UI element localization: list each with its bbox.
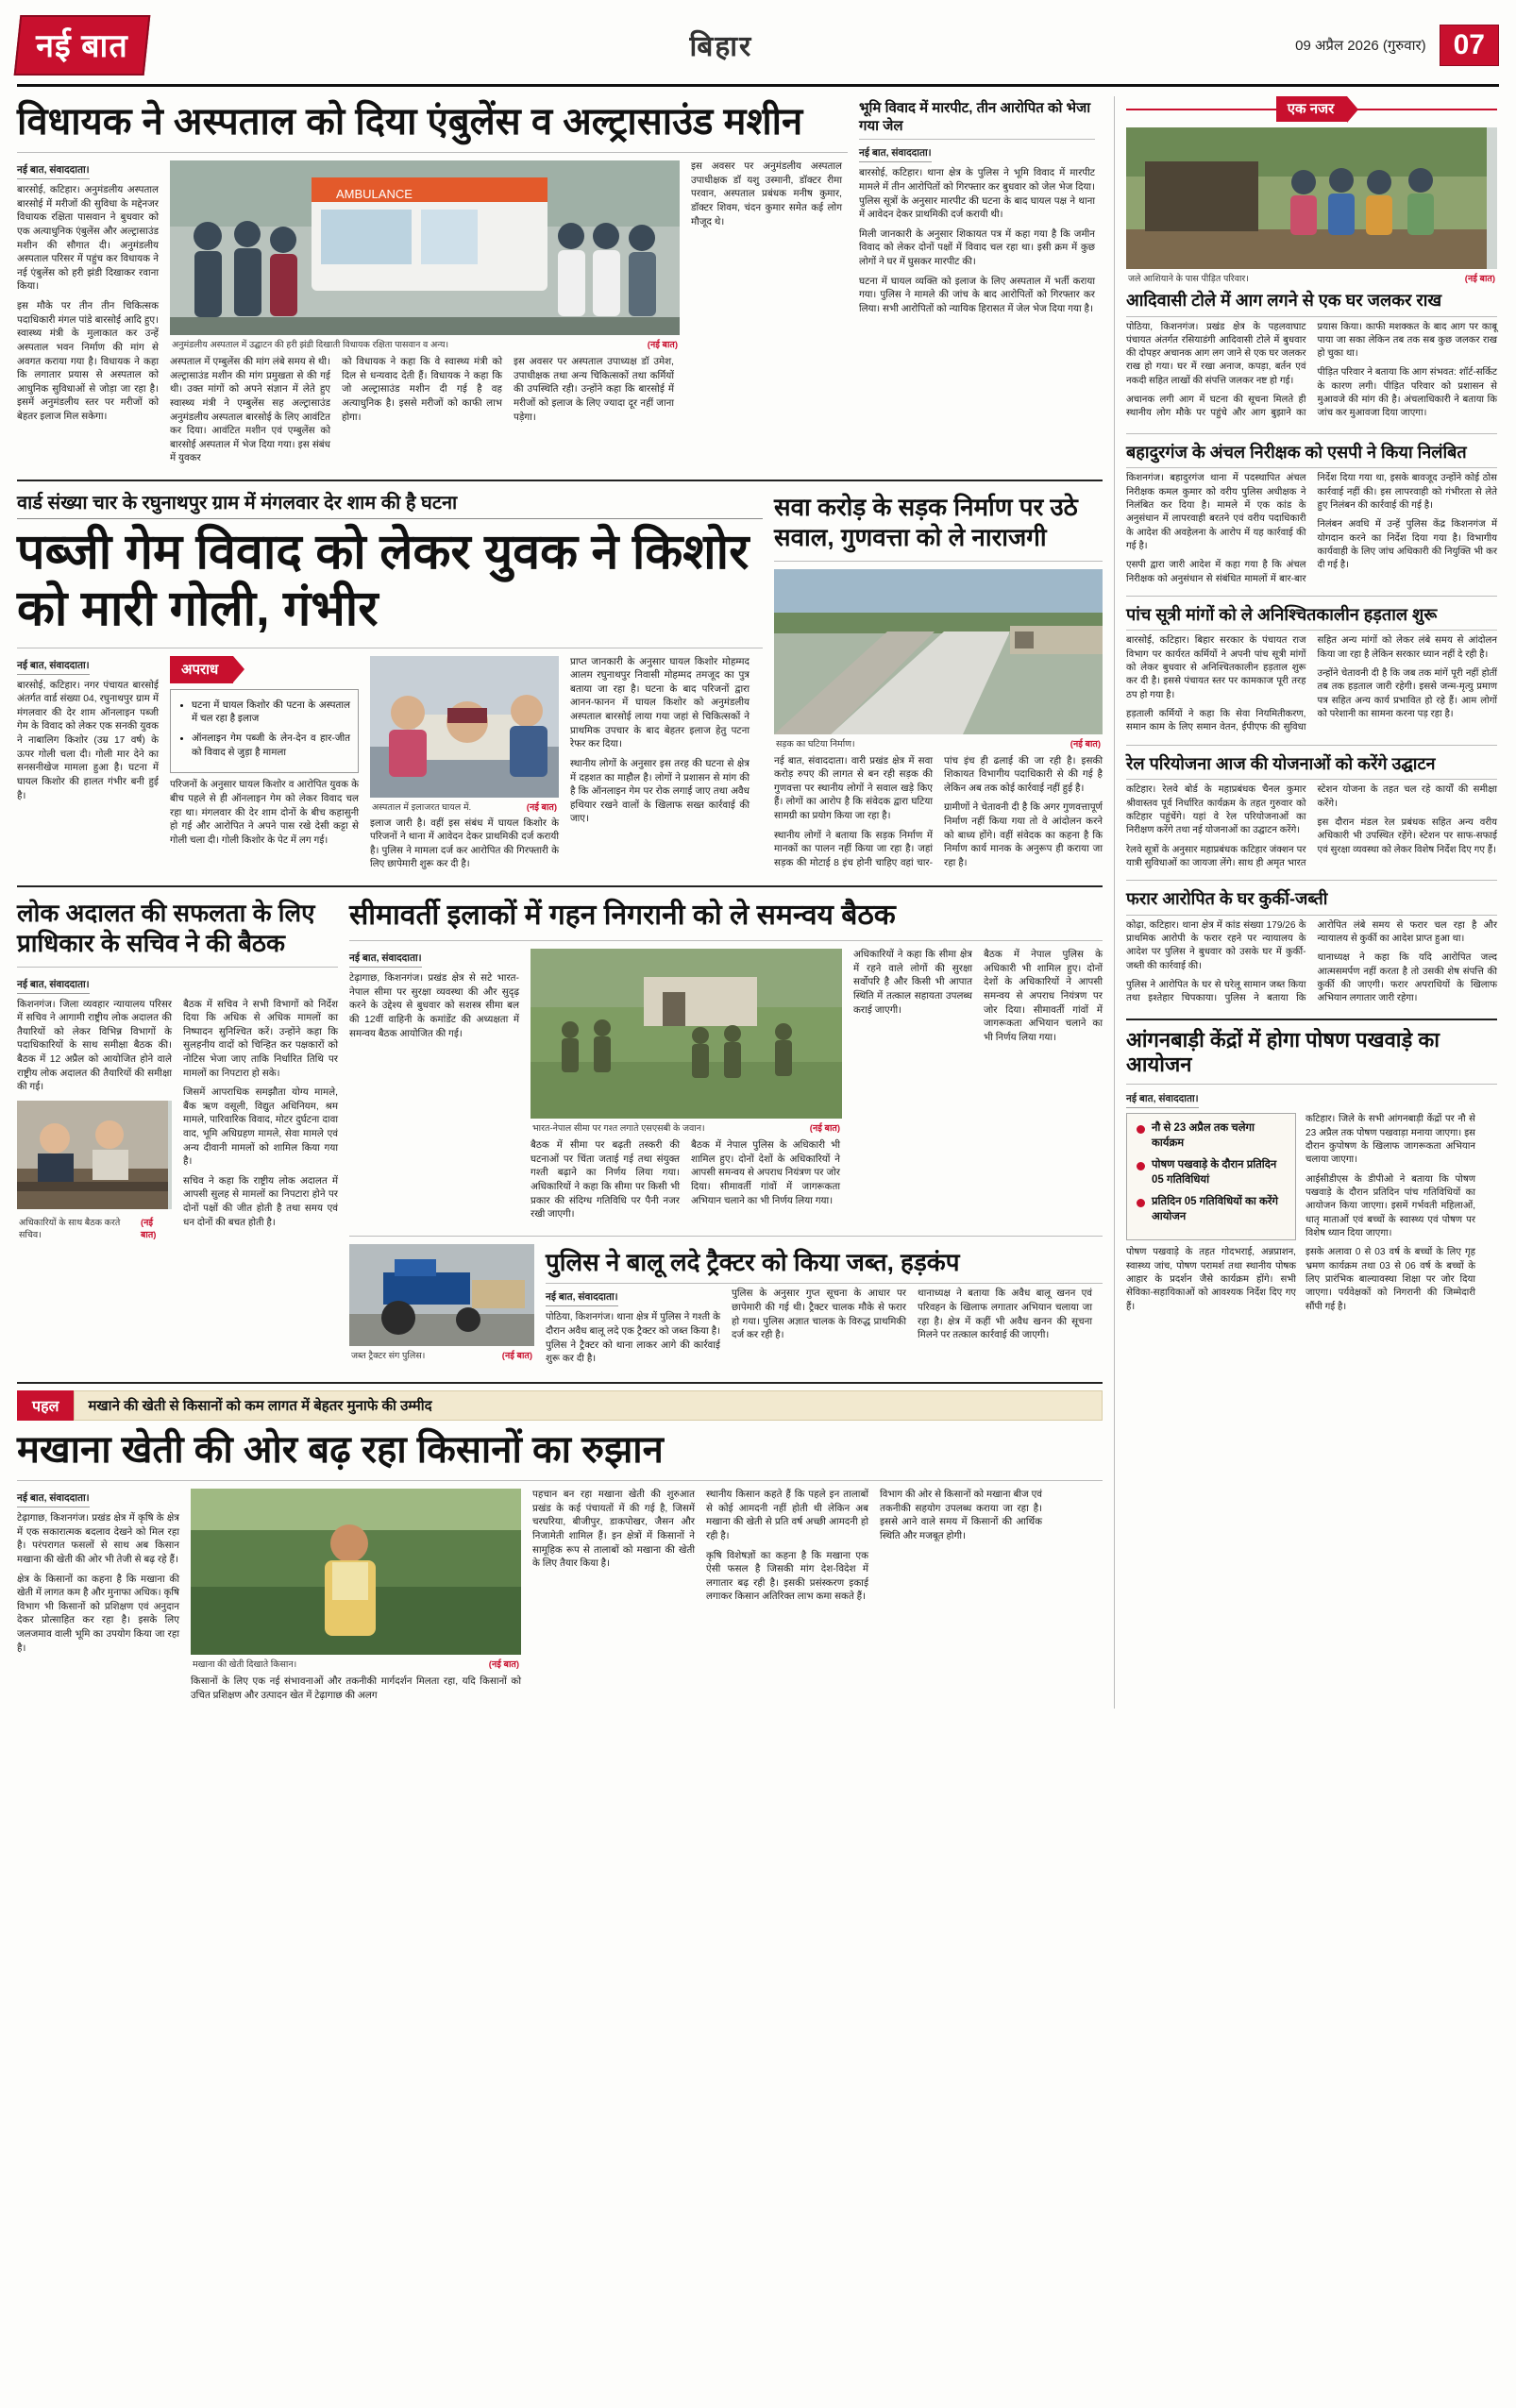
tractor-para-2: थानाध्यक्ष ने बताया कि अवैध बालू खनन एवं परिवहन के खिलाफ लगातार अभियान चलाया जा रहा है। क्षेत्र में कहीं भी अवैध खनन की सूचना मिलने पर तत्काल कार्रवाई की जाएगी।: [918, 1288, 1092, 1341]
makhana-story: [17, 1428, 1103, 1709]
lead-photo-caption-row: [170, 335, 680, 350]
makhana-photo-credit: (नई बात): [488, 1659, 519, 1671]
makhana-strip-text: मखाने की खेती से किसानों को कम लागत में बेहतर मुनाफे की उम्मीद: [74, 1390, 1103, 1421]
right-item-fire: [1126, 127, 1497, 424]
pubg-photo-image: [370, 656, 559, 798]
makhana-strip: [17, 1382, 1103, 1421]
border-para-2: बैठक में नेपाल पुलिस के अधिकारी भी शामिल हुए। दोनों देशों के अधिकारियों ने आपसी समन्वय से अपराध नियंत्रण पर जोर दिया। सीमावर्ती गांवों में जागरूकता अभियान चलाने का भी निर्णय लिया गया।: [691, 1140, 840, 1206]
lok-adalat-caption-row: [17, 1213, 172, 1240]
lok-adalat-photo-image: [17, 1101, 168, 1209]
makhana-photo-image: [191, 1489, 521, 1655]
rail-para-2: इस दौरान मंडल रेल प्रबंधक सहित अन्य वरीय अधिकारी भी उपस्थित रहेंगे। स्टेशन पर साफ-सफाई एवं सुरक्षा व्यवस्था को लेकर विशेष निर्देश दिए गए हैं।: [1317, 817, 1497, 855]
anganwadi-para-0: कटिहार। जिले के सभी आंगनबाड़ी केंद्रों पर नौ से 23 अप्रैल तक पोषण पखवाड़ा मनाया जाएगा। इस दौरान कुपोषण के खिलाफ जागरूकता अभियान चलाया जाएगा।: [1305, 1114, 1475, 1166]
lead-para-0: बारसोई, कटिहार। अनुमंडलीय अस्पताल बारसोई में मरीजों की सुविधा के मद्देनजर विधायक रक्षिता पासवान ने बुधवार को एक अत्याधुनिक एंबुलेंस और अल्ट्रासाउंड मशीन की सौगात दी। अनुमंडलीय अस्पताल परिसर में पहुंच कर विधायक ने नई एंबुलेंस को हरी झंडी दिखाकर रवाना किया।: [17, 185, 159, 293]
fire-photo: [1126, 127, 1497, 269]
border-byline: नई बात, संवाददाता।: [349, 951, 422, 968]
note-item: [1137, 1121, 1286, 1151]
pubg-headline: पब्जी गेम विवाद को लेकर युवक ने किशोर को मारी गोली, गंभीर: [17, 525, 750, 636]
masthead-right: [1295, 25, 1499, 66]
anganwadi-story: [1126, 1028, 1497, 1320]
pubg-byline: नई बात, संवाददाता।: [17, 659, 90, 675]
border-para-0: टेढ़ागाछ, किशनगंज। प्रखंड क्षेत्र से सटे भारत-नेपाल सीमा पर सुरक्षा व्यवस्था की और सुदृढ़ करने के उद्देश्य से बुधवार को सशस्त्र सीमा बल की 12वीं वाहिनी के कमांडेंट की अध्यक्षता में समन्वय बैठक आयोजित की गई।: [349, 973, 519, 1039]
note-item: [1137, 1195, 1286, 1224]
rail-para-1: रेलवे सूत्रों के अनुसार महाप्रबंधक कटिहार जंक्शन पर यात्री सुविधाओं का जायजा लेंगे। साथ ही अमृत भारत स्टेशन योजना के तहत चल रहे कार्यों की समीक्षा करेंगे।: [1126, 784, 1497, 868]
pahal-tag: पहल: [17, 1390, 74, 1421]
rail-para-0: कटिहार। रेलवे बोर्ड के महाप्रबंधक चैनल कुमार श्रीवास्तव पूर्व निर्धारित कार्यक्रम के तहत गुरुवार को कटिहार पहुंचेंगे। यहां वे रेल परियोजनाओं का निरीक्षण करेंगे तथा नई योजनाओं का उद्घाटन करेंगे।: [1126, 784, 1306, 836]
anganwadi-para-1: आईसीडीएस के डीपीओ ने बताया कि पोषण पखवाड़े के दौरान प्रतिदिन पांच गतिविधियों का आयोजन किया जाएगा। इसमें गर्भवती महिलाओं, धातृ माताओं एवं बच्चों के स्वास्थ्य एवं पोषण पर विशेष ध्यान दिया जाएगा।: [1305, 1173, 1475, 1238]
tractor-byline: नई बात, संवाददाता।: [546, 1290, 618, 1306]
road-para-1: स्थानीय लोगों ने बताया कि सड़क निर्माण में मानकों का पालन नहीं किया जा रहा है। जहां सड़क की मोटाई 8 इंच होनी चाहिए वहां चार-पांच इंच ही ढलाई की जा रही है। इसकी शिकायत विभागीय पदाधिकारी से की गई है लेकिन अब तक कोई कार्रवाई नहीं हुई है।: [774, 755, 1103, 868]
sub-story-1-para-0: बारसोई, कटिहार। थाना क्षेत्र के पुलिस ने भूमि विवाद में मारपीट मामले में तीन आरोपितों को गिरफ्तार कर बुधवार को जेल भेज दिया। पुलिस सूत्रों के अनुसार मारपीट की घटना के बाद घायल पक्ष ने थाना में आवेदन देकर प्राथमिकी दर्ज करायी थी।: [859, 168, 1095, 221]
lead-para-4: इस अवसर पर अस्पताल उपाध्यक्ष डॉ उमेश, उपाधीक्षक तथा अन्य चिकित्सकों तथा कर्मियों की उपस्थिति रही। उन्होंने कहा कि बारसोई में मरीजों को इलाज के लिए ज्यादा दूर नहीं जाना पड़ेगा।: [514, 357, 674, 423]
lok-adalat-photo-credit: (नई बात): [140, 1217, 157, 1240]
border-photo-image: [531, 949, 842, 1119]
kurki-para-0: कोढ़ा, कटिहार। थाना क्षेत्र में कांड संख्या 179/26 के प्राथमिक आरोपी के फरार रहने पर न्यायालय के आदेश पर पुलिस ने बुधवार को उसके घर में कुर्की-जब्ती की कार्रवाई की।: [1126, 919, 1306, 971]
anganwadi-para-3: इसके अलावा 0 से 03 वर्ष के बच्चों के लिए गृह भ्रमण कार्यक्रम तथा 03 से 06 वर्ष के बच्चों के लिए प्रारंभिक बाल्यावस्था शिक्षा पर जोर दिया जाएगा। पर्यवेक्षकों को निगरानी की जिम्मेदारी सौंपी गई है।: [1305, 1247, 1475, 1312]
anganwadi-byline: नई बात, संवाददाता।: [1126, 1092, 1199, 1108]
pubg-para-2: परिजनों के अनुसार घायल किशोर व आरोपित युवक के बीच पहले से ही ऑनलाइन गेम को लेकर विवाद चल रहा था। मंगलवार की देर शाम दोनों के बीच कहासुनी हो गई और आरोपित ने अपने पास रखे देसी कट्टा से गोली चला दी। गोली किशोर के पेट में लग गई।: [170, 780, 359, 846]
second-block: [17, 489, 1103, 878]
road-headline: सवा करोड़ के सड़क निर्माण पर उठे सवाल, गुणवत्ता को ले नाराजगी: [774, 493, 1078, 551]
rail-headline: रेल परियोजना आज की योजनाओं को करेंगे उद्घाटन: [1126, 753, 1436, 773]
tractor-para-1: पुलिस के अनुसार गुप्त सूचना के आधार पर छापेमारी की गई थी। ट्रैक्टर चालक मौके से फरार हो गया। पुलिस अज्ञात चालक के विरुद्ध प्राथमिकी दर्ज कर रही है।: [732, 1288, 906, 1341]
pubg-bullet-1: • ऑनलाइन गेम पब्जी के लेन-देन व हार-जीत को विवाद से जुड़ा है मामला: [192, 733, 350, 760]
pubg-photo-credit: (नई बात): [526, 801, 557, 813]
publication-date: 09 अप्रैल 2026 (गुरुवार): [1295, 37, 1426, 54]
tractor-para-0: पोठिया, किशनगंज। थाना क्षेत्र में पुलिस ने गश्ती के दौरान अवैध बालू लदे एक ट्रैक्टर को जब्त किया है। पुलिस ने ट्रैक्टर को थाना लाकर आगे की कार्रवाई शुरू कर दी है।: [546, 1312, 720, 1365]
lead-para-5: इस अवसर पर अनुमंडलीय अस्पताल उपाधीक्षक डॉ यशु उस्मानी, डॉक्टर रीमा परवान, अस्पताल प्रबंधक मनीष कुमार, डॉक्टर शिवम, चंदन कुमार समेत कई लोग मौजूद थे।: [691, 161, 842, 227]
road-photo-credit: (नई बात): [1070, 738, 1101, 749]
lok-adalat-para-3: सचिव ने कहा कि राष्ट्रीय लोक अदालत में आपसी सुलह से मामलों का निपटारा होने पर दोनों पक्षों की जीत होती है तथा समय एवं धन दोनों की बचत होती है।: [183, 1175, 338, 1228]
ek-nazar-bar: [1126, 96, 1497, 122]
sub-story-land-dispute: [859, 96, 1095, 472]
anganwadi-note-2: प्रतिदिन 05 गतिविधियों का करेंगे आयोजन: [1152, 1196, 1279, 1222]
fire-para-2: पीड़ित परिवार ने बताया कि आग संभवत: शॉर्ट-सर्किट के कारण लगी। पीड़ित परिवार को प्रशासन से मुआवजे की मांग की है। अंचलाधिकारी ने बताया कि जांच कर मुआवजा दिया जाएगा।: [1317, 367, 1497, 419]
lok-adalat-photo: [17, 1101, 172, 1209]
bullet-dot-icon: [1137, 1162, 1145, 1170]
makhana-para-0: टेढ़ागाछ, किशनगंज। प्रखंड क्षेत्र में कृषि के क्षेत्र में एक सकारात्मक बदलाव देखने को मिल रहा है। परंपरागत फसलों से साथ अब किसान मखाना की खेती की ओर भी तेजी से बढ़ रहे हैं।: [17, 1513, 179, 1565]
lead-para-2: अस्पताल में एम्बुलेंस की मांग लंबे समय से थी। अल्ट्रासाउंड मशीन की मांग प्रमुखता से की गई थी। उक्त मांगों को अपने संज्ञान में लेते हुए स्वास्थ्य मंत्री ने एम्बुलेंस सह अल्ट्रासाउंड अनुमंडलीय अस्पताल बारसोई के लिए आवंटित कर दिया। आवंटित मशीन एवं एम्बुलेंस को बारसोई अस्पताल में भेज दिया गया। इस संबंध में युवकर: [170, 357, 330, 464]
border-story: [349, 895, 1103, 1372]
fire-headline: आदिवासी टोले में आग लगने से एक घर जलकर राख: [1126, 291, 1442, 310]
road-photo-image: [774, 569, 1103, 734]
lead-photo-caption: अनुमंडलीय अस्पताल में उद्घाटन की हरी झंडी दिखाती विधायक रक्षिता पासवान व अन्य।: [172, 340, 449, 351]
page-number: 07: [1440, 25, 1499, 66]
makhana-byline: नई बात, संवाददाता।: [17, 1491, 90, 1507]
anganwadi-notes: [1126, 1113, 1296, 1240]
pubg-para-5: स्थानीय लोगों के अनुसार इस तरह की घटना से क्षेत्र में दहशत का माहौल है। लोगों ने प्रशासन से मांग की है कि ऑनलाइन गेम पर रोक लगाई जाए तथा अवैध हथियार रखने वालों के खिलाफ सख्त कार्रवाई की जाए।: [570, 758, 750, 825]
sub-story-1-para-2: घटना में घायल व्यक्ति को इलाज के लिए अस्पताल में भर्ती कराया गया। पुलिस ने मामले की जांच के बाद आरोपितों को गिरफ्तार कर लिया। सभी आरोपितों को न्यायिक हिरासत में जेल भेज दिया गया है।: [859, 276, 1095, 314]
strike-headline: पांच सूत्री मांगों को ले अनिश्चितकालीन हड़ताल शुरू: [1126, 604, 1438, 624]
pubg-photo: [370, 656, 559, 798]
tractor-story: [349, 1244, 1103, 1372]
border-headline: सीमावर्ती इलाकों में गहन निगरानी को ले समन्वय बैठक: [349, 900, 896, 932]
strike-para-0: बारसोई, कटिहार। बिहार सरकार के पंचायत राज विभाग पर कार्यरत कर्मियों ने अपनी पांच सूत्री मांगों को लेकर बुधवार से अनिश्चितकालीन हड़ताल शुरू कर दी है। इससे पंचायत स्तर पर कामकाज पूरी तरह ठप हो गया है।: [1126, 635, 1306, 700]
kurki-headline: फरार आरोपित के घर कुर्की-जब्ती: [1126, 889, 1328, 909]
logo-text: नई बात: [36, 27, 128, 64]
pubg-bullet-0: • घटना में घायल किशोर की पटना के अस्पताल में चल रहा है इलाज: [192, 699, 350, 727]
tractor-photo-image: [349, 1244, 534, 1346]
lead-headline: विधायक ने अस्पताल को दिया एंबुलेंस व अल्ट्रासाउंड मशीन: [17, 101, 803, 143]
fire-photo-caption: जले आशियाने के पास पीड़ित परिवार।: [1128, 274, 1249, 284]
pubg-kicker: वार्ड संख्या चार के रघुनाथपुर ग्राम में मंगलवार देर शाम की है घटना: [17, 489, 763, 519]
lead-photo-image: [170, 160, 680, 335]
makhana-sub-para: किसानों के लिए एक नई संभावनाओं और तकनीकी मार्गदर्शन मिलता रहा, यदि किसानों को उचित प्रशिक्षण और उत्पादन खेत में टेढ़ागाछ की अलग: [191, 1676, 521, 1701]
tractor-photo: [349, 1244, 534, 1346]
publication-logo: [14, 15, 150, 76]
road-para-0: नई बात, संवाददाता। वारी प्रखंड क्षेत्र में सवा करोड़ रुपए की लागत से बन रही सड़क की गुणवत्ता पर स्थानीय लोगों ने सवाल खड़े किए हैं। लोगों का आरोप है कि संवेदक द्वारा घटिया सामग्री का प्रयोग किया जा रहा है।: [774, 755, 933, 821]
sub-story-1-para-1: मिली जानकारी के अनुसार शिकायत पत्र में कहा गया है कि जमीन विवाद को लेकर दोनों पक्षों में विवाद चल रहा था। इसी क्रम में कुछ लोगों ने घर में घुसकर मारपीट की।: [859, 228, 1095, 268]
page-content: [17, 96, 1499, 1709]
lok-adalat-headline: लोक अदालत की सफलता के लिए प्राधिकार के सचिव ने की बैठक: [17, 899, 315, 957]
pubg-para-3: इलाज जारी है। वहीं इस संबंध में घायल किशोर के परिजनों ने थाना में आवेदन देकर प्राथमिकी दर्ज करायी है। पुलिस ने मामला दर्ज कर आरोपित की गिरफ्तारी के लिए छापेमारी शुरू कर दी है।: [370, 817, 559, 870]
lead-photo: [170, 160, 680, 335]
tractor-caption-row: [349, 1346, 534, 1361]
lead-story: [17, 96, 1103, 472]
sub-story-1-byline: नई बात, संवाददाता।: [859, 146, 932, 162]
pubg-caption-row: [370, 798, 559, 813]
anganwadi-headline: आंगनबाड़ी केंद्रों में होगा पोषण पखवाड़े का आयोजन: [1126, 1027, 1440, 1077]
makhana-para-5: विभाग की ओर से किसानों को मखाना बीज एवं तकनीकी सहयोग उपलब्ध कराया जा रहा है। इससे आने वाले समय में किसानों की आर्थिक स्थिति और मजबूत होगी।: [880, 1490, 1042, 1541]
fire-photo-image: [1126, 127, 1487, 269]
fire-caption-row: [1126, 269, 1497, 284]
fire-para-1: अचानक लगी आग में घटना की सूचना मिलते ही स्थानीय लोग मौके पर पहुंचे और आग बुझाने का प्रयास किया। काफी मशक्कत के बाद आग पर काबू पाया जा सका लेकिन तब तक सब कुछ जलकर राख हो चुका था।: [1126, 321, 1497, 419]
border-para-1: बैठक में सीमा पर बढ़ती तस्करी की घटनाओं पर चिंता जताई गई तथा संयुक्त गश्ती बढ़ाने का निर्णय लिया गया। अधिकारियों ने कहा कि सीमा पर किसी भी प्रकार की संदिग्ध गतिविधि पर पैनी नजर रखी जाएगी।: [531, 1140, 680, 1221]
main-column: [17, 96, 1103, 1709]
anganwadi-para-2: पोषण पखवाड़े के तहत गोदभराई, अन्नप्राशन, स्वास्थ्य जांच, पोषण परामर्श तथा स्थानीय पोषक आहार के प्रदर्शन जैसे कार्यक्रम होंगे। सभी सेविका-सहायिकाओं को आवश्यक निर्देश दिए गए हैं।: [1126, 1247, 1296, 1312]
bullet-dot-icon: [1137, 1125, 1145, 1134]
pubg-photo-caption: अस्पताल में इलाजरत घायल में.: [372, 801, 472, 813]
border-para-3: अधिकारियों ने कहा कि सीमा क्षेत्र में रहने वाले लोगों की सुरक्षा सर्वोपरि है और किसी भी आपात स्थिति में तत्काल सहायता उपलब्ध कराई जाएगी।: [853, 950, 972, 1016]
road-story: [774, 489, 1103, 878]
suspension-para-2: निलंबन अवधि में उन्हें पुलिस केंद्र किशनगंज में योगदान करने का निर्देश दिया गया है। विभागीय कार्यवाही के लिए जांच अधिकारी की नियुक्ति भी कर दी गई है।: [1317, 519, 1497, 571]
kurki-para-1: पुलिस ने आरोपित के घर से घरेलू सामान जब्त किया तथा इश्तेहार चिपकाया। पुलिस ने बताया कि आरोपित लंबे समय से फरार चल रहा है और न्यायालय से कुर्की का आदेश प्राप्त हुआ था।: [1126, 919, 1497, 1004]
strike-para-1: हड़ताली कर्मियों ने कहा कि सेवा नियमितीकरण, समान काम के लिए समान वेतन, ईपीएफ की सुविधा सहित अन्य मांगों को लेकर लंबे समय से आंदोलन किया जा रहा है लेकिन सरकार ध्यान नहीं दे रही है।: [1126, 635, 1497, 733]
road-para-2: ग्रामीणों ने चेतावनी दी है कि अगर गुणवत्तापूर्ण निर्माण नहीं किया गया तो वे आंदोलन करने को बाध्य होंगे। वहीं संवेदक का कहना है कि निर्माण कार्य मानक के अनुरूप ही कराया जा रहा है।: [944, 802, 1103, 868]
lok-adalat-para-0: किशनगंज। जिला व्यवहार न्यायालय परिसर में सचिव ने आगामी राष्ट्रीय लोक अदालत की तैयारियों को लेकर विभिन्न विभागों के पदाधिकारियों के साथ समीक्षा बैठक की। बैठक में 12 अप्रैल को आयोजित होने वाले राष्ट्रीय लोक अदालत की तैयारियों की समीक्षा की गई।: [17, 999, 172, 1093]
road-photo: [774, 569, 1103, 734]
pubg-para-1: प्राप्त जानकारी के अनुसार घायल किशोर मोहम्मद आलम रघुनाथपुर निवासी मोहम्मद तमजूद का पुत्र बताया जा रहा है। घटना के बाद परिजनों द्वारा आनन-फानन में घायल किशोर को अनुमंडलीय अस्पताल बारसोई लाया गया जहां से चिकित्सकों ने प्राथमिक उपचार के बाद बेहतर इलाज हेतु पटना रेफर कर दिया।: [570, 656, 750, 750]
lead-byline: नई बात, संवाददाता।: [17, 163, 90, 179]
border-photo: [531, 949, 842, 1119]
makhana-para-1: क्षेत्र के किसानों का कहना है कि मखाना की खेती में लागत कम है और मुनाफा अधिक। कृषि विभाग भी किसानों को प्रशिक्षण एवं अनुदान देकर प्रोत्साहित कर रहा है। इसके लिए जलजमाव वाली भूमि का उपयोग किया जा रहा है।: [17, 1574, 179, 1654]
makhana-photo: [191, 1489, 521, 1655]
anganwadi-note-0: नौ से 23 अप्रैल तक चलेगा कार्यक्रम: [1152, 1122, 1255, 1149]
right-item-rail: [1126, 753, 1497, 870]
suspension-para-0: किशनगंज। बहादुरगंज थाना में पदस्थापित अंचल निरीक्षक कमल कुमार को वरीय पुलिस अधीक्षक ने निलंबित कर दिया है। मामले में एक कांड के अनुसंधान में लापरवाही बरतने एवं वरीय पदाधिकारी के आदेश की अवहेलना के आरोप में यह कार्रवाई की गई है।: [1126, 473, 1306, 551]
lead-photo-credit: (नई बात): [647, 340, 678, 351]
kurki-para-2: थानाध्यक्ष ने कहा कि यदि आरोपित जल्द आत्मसमर्पण नहीं करता है तो उसकी शेष संपत्ति की कुर्की की जाएगी। फरार अपराधियों के खिलाफ अभियान लगातार जारी रहेगा।: [1317, 952, 1497, 1004]
strike-para-2: उन्होंने चेतावनी दी है कि जब तक मांगें पूरी नहीं होतीं तब तक हड़ताल जारी रहेगी। इससे जन्म-मृत्यु प्रमाण पत्र सहित अन्य कार्य प्रभावित हो रहे हैं। आम लोगों को परेशानी का सामना करना पड़ रहा है।: [1317, 668, 1497, 720]
makhana-headline: मखाना खेती की ओर बढ़ रहा किसानों का रुझान: [17, 1428, 664, 1471]
border-photo-caption: भारत-नेपाल सीमा पर गश्त लगाते एसएसबी के जवान।: [532, 1123, 705, 1135]
ek-nazar-label: एक नजर: [1276, 96, 1348, 122]
edition-name: बिहार: [689, 31, 753, 62]
lead-para-1: इस मौके पर तीन तीन चिकित्सक पदाधिकारी मंगल पांडे बारसोई आदि हुए। स्वास्थ्य मंत्री के मुलाकात कर उन्हें अस्पताल भवन निर्माण की मांग से अवगत कराया गया है। विधायक ने कहा कि लगातार प्रयास से अस्पताल को आधुनिक सुविधाओं से जोड़ा जा रहा है। इसमें अनुमंडलीय स्तर पर मरीजों को बेहतर इलाज मिल सकेगा।: [17, 301, 159, 422]
crime-tag: अपराध: [170, 656, 233, 683]
note-item: [1137, 1158, 1286, 1187]
makhana-para-4: कृषि विशेषज्ञों का कहना है कि मखाना एक ऐसी फसल है जिसकी मांग देश-विदेश में लगातार बढ़ रही है। इसकी प्रसंस्करण इकाई लगाकर किसान अतिरिक्त लाभ कमा सकते हैं।: [706, 1550, 868, 1603]
border-caption-row: [531, 1119, 842, 1134]
road-caption-row: [774, 734, 1103, 749]
makhana-para-3: स्थानीय किसान कहते हैं कि पहले इन तालाबों से कोई आमदनी नहीं होती थी लेकिन अब मखाना की खेती से प्रति वर्ष अच्छी आमदनी हो रही है।: [706, 1490, 868, 1541]
lead-para-3: को विधायक ने कहा कि वे स्वास्थ्य मंत्री को दिल से धन्यवाद देती हैं। विधायक ने कहा कि जो अल्ट्रासाउंड मशीन दी गई है वह अत्याधुनिक है। इससे मरीजों को काफी लाभ होगा।: [342, 357, 502, 423]
right-item-kurki: [1126, 888, 1497, 1008]
pubg-para-0: बारसोई, कटिहार। नगर पंचायत बारसोई अंतर्गत वार्ड संख्या 04, रघुनाथपुर ग्राम में मंगलवार की देर शाम ऑनलाइन पब्जी गेम के विवाद को लेकर एक सनकी युवक ने नाबालिग किशोर (उम्र 17 वर्ष) के ऊपर गोली चला दी। गोली मार देने का सनसनीखेज मामला हुआ है। घटना में घायल किशोर की हालत गंभीर बनी हुई है।: [17, 680, 159, 801]
sub-story-1-headline: भूमि विवाद में मारपीट, तीन आरोपित को भेजा गया जेल: [859, 100, 1091, 135]
tractor-photo-credit: (नई बात): [501, 1350, 532, 1361]
makhana-para-2: पहचान बन रहा मखाना खेती की शुरुआत प्रखंड के कई पंचायतों में की गई है, जिसमें चरघरिया, बीजीपुर, डाकपोखर, जैसन और निजामेती शामिल हैं। इन क्षेत्रों में किसानों ने सामूहिक रूप से तालाबों को मखाना की खेती के लिए तैयार किया है।: [532, 1490, 695, 1570]
makhana-caption-row: [191, 1655, 521, 1670]
masthead: [17, 13, 1499, 87]
lok-adalat-byline: नई बात, संवाददाता।: [17, 978, 90, 994]
lok-adalat-photo-caption: अधिकारियों के साथ बैठक करते सचिव।: [19, 1217, 121, 1240]
right-item-strike: [1126, 604, 1497, 735]
fire-para-0: पोठिया, किशनगंज। प्रखंड क्षेत्र के पहलवाघाट पंचायत अंतर्गत रसियाडंगी आदिवासी टोले में बुधवार की दोपहर अचानक आग लग जाने से एक घर जलकर राख हो गया। घर में रखा अनाज, कपड़ा, बर्तन एवं नकदी सहित लाखों की संपत्ति जलकर नष्ट हो गई।: [1126, 321, 1306, 386]
lok-adalat-story: [17, 895, 338, 1372]
border-para-extra: बैठक में नेपाल पुलिस के अधिकारी भी शामिल हुए। दोनों देशों के अधिकारियों ने आपसी समन्वय से अपराध नियंत्रण पर जोर दिया। सीमावर्ती गांवों में जागरूकता अभियान चलाने का भी निर्णय लिया गया।: [984, 950, 1103, 1043]
suspension-para-1: एसपी द्वारा जारी आदेश में कहा गया है कि अंचल निरीक्षक को अनुसंधान से संबंधित मामलों में बार-बार निर्देश दिया गया था, इसके बावजूद उन्होंने कोई ठोस कार्रवाई नहीं की। इस लापरवाही को गंभीरता से लेते हुए निलंबन की कार्रवाई की गई है।: [1126, 473, 1497, 584]
bullet-dot-icon: [1137, 1199, 1145, 1207]
road-photo-caption: सड़क का घटिया निर्माण।: [776, 738, 855, 749]
lok-adalat-para-1: बैठक में सचिव ने सभी विभागों को निर्देश दिया कि अधिक से अधिक मामलों का निष्पादन सुनिश्चित करें। उन्होंने कहा कि सुलहनीय वादों को चिन्हित कर पक्षकारों को नोटिस भेजा जाए ताकि निर्धारित तिथि पर मामलों का निपटारा हो सके।: [183, 999, 338, 1079]
fire-photo-credit: (नई बात): [1464, 274, 1495, 284]
makhana-photo-caption: मखाना की खेती दिखाते किसान।: [193, 1659, 297, 1671]
right-column: [1114, 96, 1497, 1709]
suspension-headline: बहादुरगंज के अंचल निरीक्षक को एसपी ने किया निलंबित: [1126, 442, 1467, 462]
svg-text:AMBULANCE: AMBULANCE: [336, 187, 413, 202]
tractor-photo-caption: जब्त ट्रैक्टर संग पुलिस।: [351, 1350, 426, 1361]
border-photo-credit: (नई बात): [809, 1123, 840, 1135]
pubg-bullet-box: [170, 689, 359, 774]
pubg-story: [17, 489, 763, 878]
third-block: [17, 895, 1103, 1372]
right-item-suspension: [1126, 442, 1497, 586]
anganwadi-note-1: पोषण पखवाड़े के दौरान प्रतिदिन 05 गतिविधियां: [1152, 1159, 1277, 1186]
lok-adalat-para-2: जिसमें आपराधिक समझौता योग्य मामले, बैंक ऋण वसूली, विद्युत अधिनियम, श्रम मामले, पारिवारिक विवाद, मोटर दुर्घटना दावा वाद, भूमि अधिग्रहण मामले, सेवा मामले एवं अन्य दीवानी मामलों को शामिल किया गया है।: [183, 1087, 338, 1168]
tractor-headline: पुलिस ने बालू लदे ट्रैक्टर को किया जब्त, हड़कंप: [546, 1247, 960, 1276]
